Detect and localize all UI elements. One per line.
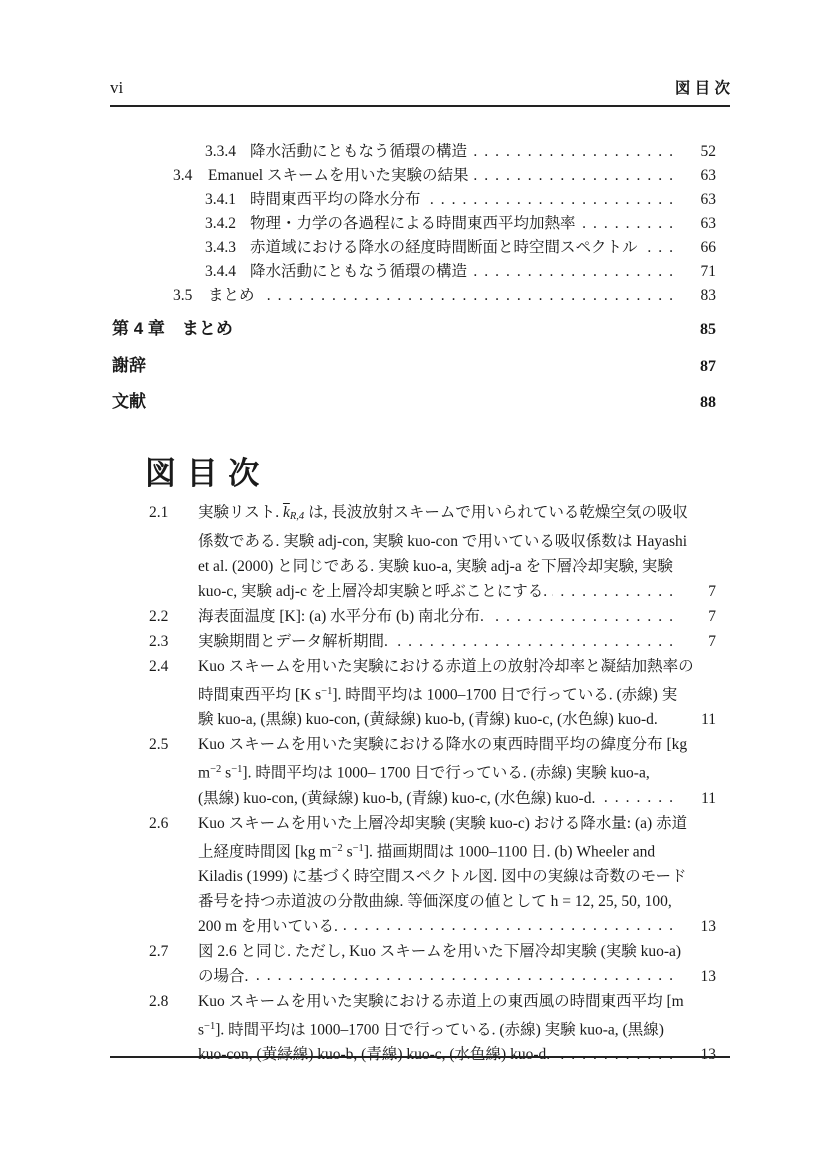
toc-chapter-title: 文献	[112, 392, 146, 411]
math-segment: $\overline{k}$	[282, 504, 290, 521]
figure-caption-line	[198, 964, 716, 989]
figure-caption-line	[198, 786, 716, 811]
dot-leader	[473, 165, 680, 181]
dot-leader	[581, 213, 680, 229]
lof-entry	[149, 629, 716, 654]
page-number: 83	[700, 287, 716, 304]
page-number: 7	[708, 633, 716, 651]
toc-entry	[173, 259, 716, 283]
dot-leader	[426, 189, 680, 205]
lof-entry	[149, 811, 716, 939]
figure-caption-line: 実験リスト. $\overline{k}R,4$ は, 長波放射スキームで用いられている乾燥空気の吸収	[198, 504, 688, 523]
dot-leader	[393, 631, 680, 647]
figure-caption-line	[198, 579, 716, 604]
toc-entry-title: まとめ	[208, 287, 255, 304]
list-of-figures-heading: 図 目 次	[145, 456, 261, 491]
toc-entry-title: 降水活動にともなう循環の構造	[250, 143, 468, 160]
math-segment: R,4	[289, 511, 305, 523]
page-number: 52	[700, 143, 716, 160]
toc-entry-number: 3.5	[173, 287, 193, 304]
page-number: 88	[700, 394, 716, 411]
math-segment: −1	[204, 1020, 216, 1032]
dot-leader	[552, 581, 680, 597]
page-number: 63	[700, 215, 716, 232]
figure-caption-line: Kuo スキームを用いた実験における赤道上の東西風の時間東西平均 [m	[198, 992, 684, 1010]
figure-caption-text: 200 m を用いている.	[198, 917, 338, 935]
figure-caption-line: 上経度時間図 [kg $m^{-2}$ $s^{-1}$]. 描画期間は 1000–1100 日. (b) Wheeler and	[198, 842, 656, 860]
toc-chapter-title: 第 4 章 まとめ	[112, 319, 233, 338]
figure-caption-text: の場合.	[198, 967, 249, 985]
toc-list	[173, 139, 716, 307]
dot-leader	[643, 237, 680, 253]
dot-leader	[663, 709, 680, 725]
figure-number: 2.5	[149, 736, 169, 754]
toc-chapter-list	[112, 314, 716, 424]
page-number: 7	[708, 583, 716, 601]
page-number: 87	[700, 357, 716, 375]
figure-number: 2.6	[149, 814, 169, 832]
math-segment: −1	[321, 686, 333, 698]
toc-chapter-entry	[112, 314, 716, 338]
figure-caption-line: Kuo スキームを用いた実験における降水の東西時間平均の緯度分布 [kg	[198, 736, 688, 754]
page-number: 13	[700, 917, 716, 935]
lof-entry	[149, 604, 716, 629]
math-segment: −2	[331, 842, 343, 854]
page-number: 63	[700, 167, 716, 184]
toc-entry-number: 3.3.4	[205, 143, 236, 160]
toc-entry	[173, 283, 716, 307]
figure-caption-line: 図 2.6 と同じ. ただし, Kuo スキームを用いた下層冷却実験 (実験 kuo-a)	[198, 942, 682, 960]
dot-leader	[472, 141, 680, 157]
figure-caption-line	[198, 1042, 716, 1067]
figure-list	[149, 500, 716, 1067]
page-number: 63	[700, 191, 716, 208]
toc-entry-title: 物理・力学の各過程による時間東西平均加熱率	[250, 215, 576, 232]
page-number-roman: vi	[110, 78, 124, 97]
lof-entry	[149, 500, 716, 604]
lof-entry	[149, 654, 716, 732]
figure-caption-line	[198, 707, 716, 732]
toc-chapter-entry	[112, 387, 716, 411]
figure-caption-line: $s^{-1}$]. 時間平均は 1000–1700 日で行っている. (赤線) 実験 kuo-a, (黒線)	[198, 1020, 664, 1039]
running-title: 図 目 次	[674, 80, 730, 97]
figure-caption-line	[198, 914, 716, 939]
figure-caption-line	[198, 629, 716, 654]
lof-entry	[149, 939, 716, 989]
toc-entry-number: 3.4.1	[205, 191, 236, 208]
toc-chapter-title: 謝辞	[112, 355, 146, 375]
page-number: 7	[708, 608, 716, 626]
figure-number: 2.3	[149, 633, 169, 651]
toc-entry-number: 3.4.3	[205, 239, 236, 256]
figure-caption-line: Kuo スキームを用いた実験における赤道上の放射冷却率と凝結加熱率の	[198, 658, 694, 676]
toc-entry-title: 赤道域における降水の経度時間断面と時空間スペクトル	[250, 239, 638, 256]
toc-chapter-entry	[112, 351, 716, 375]
math-segment: −1	[231, 764, 243, 776]
figure-caption-line: Kuo スキームを用いた上層冷却実験 (実験 kuo-c) おける降水量: (a) 赤道	[198, 814, 688, 832]
figure-caption-text: (黒線) kuo-con, (黄緑線) kuo-b, (青線) kuo-c, (水色線) kuo-d.	[198, 789, 596, 807]
dot-leader	[260, 285, 680, 301]
toc-entry	[173, 139, 716, 163]
toc-entry	[173, 163, 716, 187]
figure-caption-line: Kiladis (1999) に基づく時空間スペクトル図. 図中の実線は奇数のモード	[198, 867, 687, 885]
figure-caption-line	[198, 604, 716, 629]
figure-caption-text: 験 kuo-a, (黒線) kuo-con, (黄緑線) kuo-b, (青線) kuo-c, (水色線) kuo-d.	[198, 711, 658, 729]
page-number: 66	[700, 239, 716, 256]
dot-leader	[600, 787, 680, 803]
page-header	[110, 72, 730, 107]
toc-entry-title: 降水活動にともなう循環の構造	[250, 263, 468, 280]
figure-caption-text: kuo-con, (黄緑線) kuo-b, (青線) kuo-c, (水色線) kuo-d.	[198, 1046, 551, 1064]
dot-leader	[472, 261, 680, 277]
figure-caption-line: $m^{-2}$ $s^{-1}$]. 時間平均は 1000– 1700 日で行っている. (赤線) 実験 kuo-a,	[198, 764, 650, 782]
dot-leader	[253, 965, 680, 981]
page-number: 13	[700, 967, 716, 985]
lof-entry	[149, 732, 716, 810]
math-segment: −2	[210, 764, 222, 776]
toc-entry-title: Emanuel スキームを用いた実験の結果	[208, 167, 469, 184]
page-number: 11	[701, 789, 716, 807]
figure-caption-text: 実験期間とデータ解析期間.	[198, 633, 388, 651]
toc-entry-number: 3.4.2	[205, 215, 236, 232]
figure-caption-text: kuo-c, 実験 adj-c を上層冷却実験と呼ぶことにする.	[198, 583, 548, 601]
figure-caption-line: 番号を持つ赤道波の分散曲線. 等価深度の値として h = 12, 25, 50, 100,	[198, 892, 672, 910]
toc-entry	[173, 187, 716, 211]
figure-caption-line: et al. (2000) と同じである. 実験 kuo-a, 実験 adj-a を下層冷却実験, 実験	[198, 558, 673, 576]
figure-number: 2.1	[149, 504, 169, 521]
page-number: 13	[700, 1046, 716, 1064]
math-segment: −1	[352, 842, 364, 854]
figure-number: 2.7	[149, 942, 169, 960]
figure-number: 2.4	[149, 658, 169, 676]
toc-entry-title: 時間東西平均の降水分布	[250, 191, 421, 208]
figure-number: 2.2	[149, 608, 169, 626]
toc-entry-number: 3.4	[173, 167, 193, 184]
page-number: 85	[700, 321, 716, 338]
figure-number: 2.8	[149, 992, 169, 1010]
toc-entry	[173, 235, 716, 259]
page-number: 71	[700, 263, 716, 280]
figure-caption-line: 係数である. 実験 adj-con, 実験 kuo-con で用いている吸収係数は Hayashi	[198, 533, 688, 551]
toc-entry	[173, 211, 716, 235]
figure-caption-line: 時間東西平均 [K $s^{-1}$]. 時間平均は 1000–1700 日で行っている. (赤線) 実	[198, 686, 678, 704]
page-number: 11	[701, 711, 716, 729]
dot-leader	[343, 915, 680, 931]
figure-caption-text: 海表面温度 [K]: (a) 水平分布 (b) 南北分布.	[198, 608, 484, 626]
footer-rule	[110, 1056, 730, 1058]
dot-leader	[489, 606, 680, 622]
toc-entry-number: 3.4.4	[205, 263, 236, 280]
